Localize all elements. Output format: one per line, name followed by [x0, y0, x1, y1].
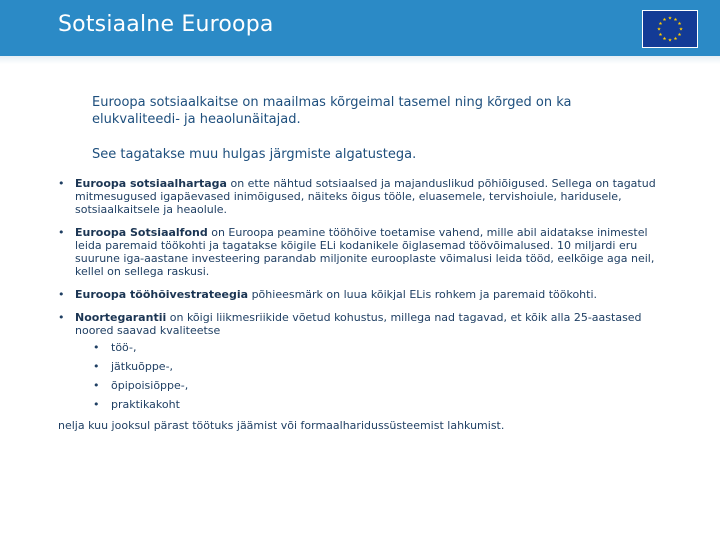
flag-star-icon	[659, 33, 663, 36]
bullet-icon: •	[93, 379, 100, 392]
flag-star-icon	[678, 22, 682, 25]
sub-list-item	[93, 357, 668, 376]
list-item-social-charter	[58, 177, 668, 226]
intro-paragraph-1: Euroopa sotsiaalkaitse on maailmas kõrgeimal tasemel ning kõrged on ka elukvaliteedi- ja heaolunäitajad.	[92, 95, 572, 127]
item-text: on Euroopa peamine tööhõive toetamise vahend, mille abil aidatakse inimestel leida paremaid töökohti ja tagatakse kõigile ELi kodanikele õiglasemad töövõimalused. 10 miljardi eru suurune iga-aastane investeering parandab miljonite eurooplaste võimalusi leida tööd, eelkõige aga neil, kellel on sellega raskusi.	[75, 226, 655, 278]
sub-list-item	[93, 376, 668, 395]
bullet-icon: •	[58, 226, 65, 239]
sub-item-text: õpipoisiõppe-,	[111, 379, 189, 392]
item-text: on kõigi liikmesriikide võetud kohustus, millega nad tagavad, et kõik alla 25-aastased noored saavad kvaliteetse	[75, 311, 642, 337]
initiatives-list	[58, 177, 668, 414]
sub-item-text: praktikakoht	[111, 398, 180, 411]
flag-star-icon	[678, 33, 682, 36]
flag-star-icon	[674, 18, 678, 21]
flag-star-icon	[663, 18, 667, 21]
item-heading: Euroopa Sotsiaalfond	[75, 226, 208, 239]
flag-star-icon	[674, 37, 678, 40]
sub-item-text: töö-,	[111, 341, 137, 354]
flag-star-icon	[668, 16, 672, 19]
bullet-icon: •	[58, 177, 65, 190]
eu-flag-icon	[642, 10, 698, 48]
list-item-employment-strategy	[58, 288, 668, 311]
item-heading: Euroopa tööhõivestrateegia	[75, 288, 249, 301]
sub-item-text: jätkuõppe-,	[111, 360, 174, 373]
item-text: põhieesmärk on luua kõikjal ELis rohkem ja paremaid töökohti.	[248, 288, 598, 301]
intro-paragraph-2: See tagatakse muu hulgas järgmiste algatustega.	[92, 147, 417, 162]
flag-star-icon	[679, 27, 683, 30]
list-item-youth-guarantee	[58, 311, 668, 414]
sublist	[75, 338, 668, 414]
eu-flag-stars	[643, 11, 697, 47]
flag-star-icon	[663, 37, 667, 40]
intro-text	[92, 94, 652, 163]
header-shadow	[0, 56, 720, 64]
page-title: Sotsiaalne Euroopa	[58, 12, 274, 37]
flag-star-icon	[659, 22, 663, 25]
bullet-icon: •	[58, 288, 65, 301]
item-heading: Euroopa sotsiaalhartaga	[75, 177, 227, 190]
sub-list-item	[93, 338, 668, 357]
item-text: on ette nähtud sotsiaalsed ja majanduslikud põhiõigused. Sellega on tagatud mitmesugused igapäevased inimõigused, näiteks õigus tööle, eluasemele, tervishoiule, haridusele, sotsiaalkaitsele ja heaolule.	[75, 177, 656, 216]
sub-list-item	[93, 395, 668, 414]
bullet-icon: •	[93, 360, 100, 373]
bullet-icon: •	[93, 398, 100, 411]
list-item-social-fund	[58, 226, 668, 288]
flag-star-icon	[657, 27, 661, 30]
item-heading: Noortegarantii	[75, 311, 167, 324]
bullet-icon: •	[93, 341, 100, 354]
bullet-icon: •	[58, 311, 65, 324]
closing-text: nelja kuu jooksul pärast töötuks jäämist või formaalharidussüsteemist lahkumist.	[58, 419, 505, 432]
flag-star-icon	[668, 38, 672, 41]
